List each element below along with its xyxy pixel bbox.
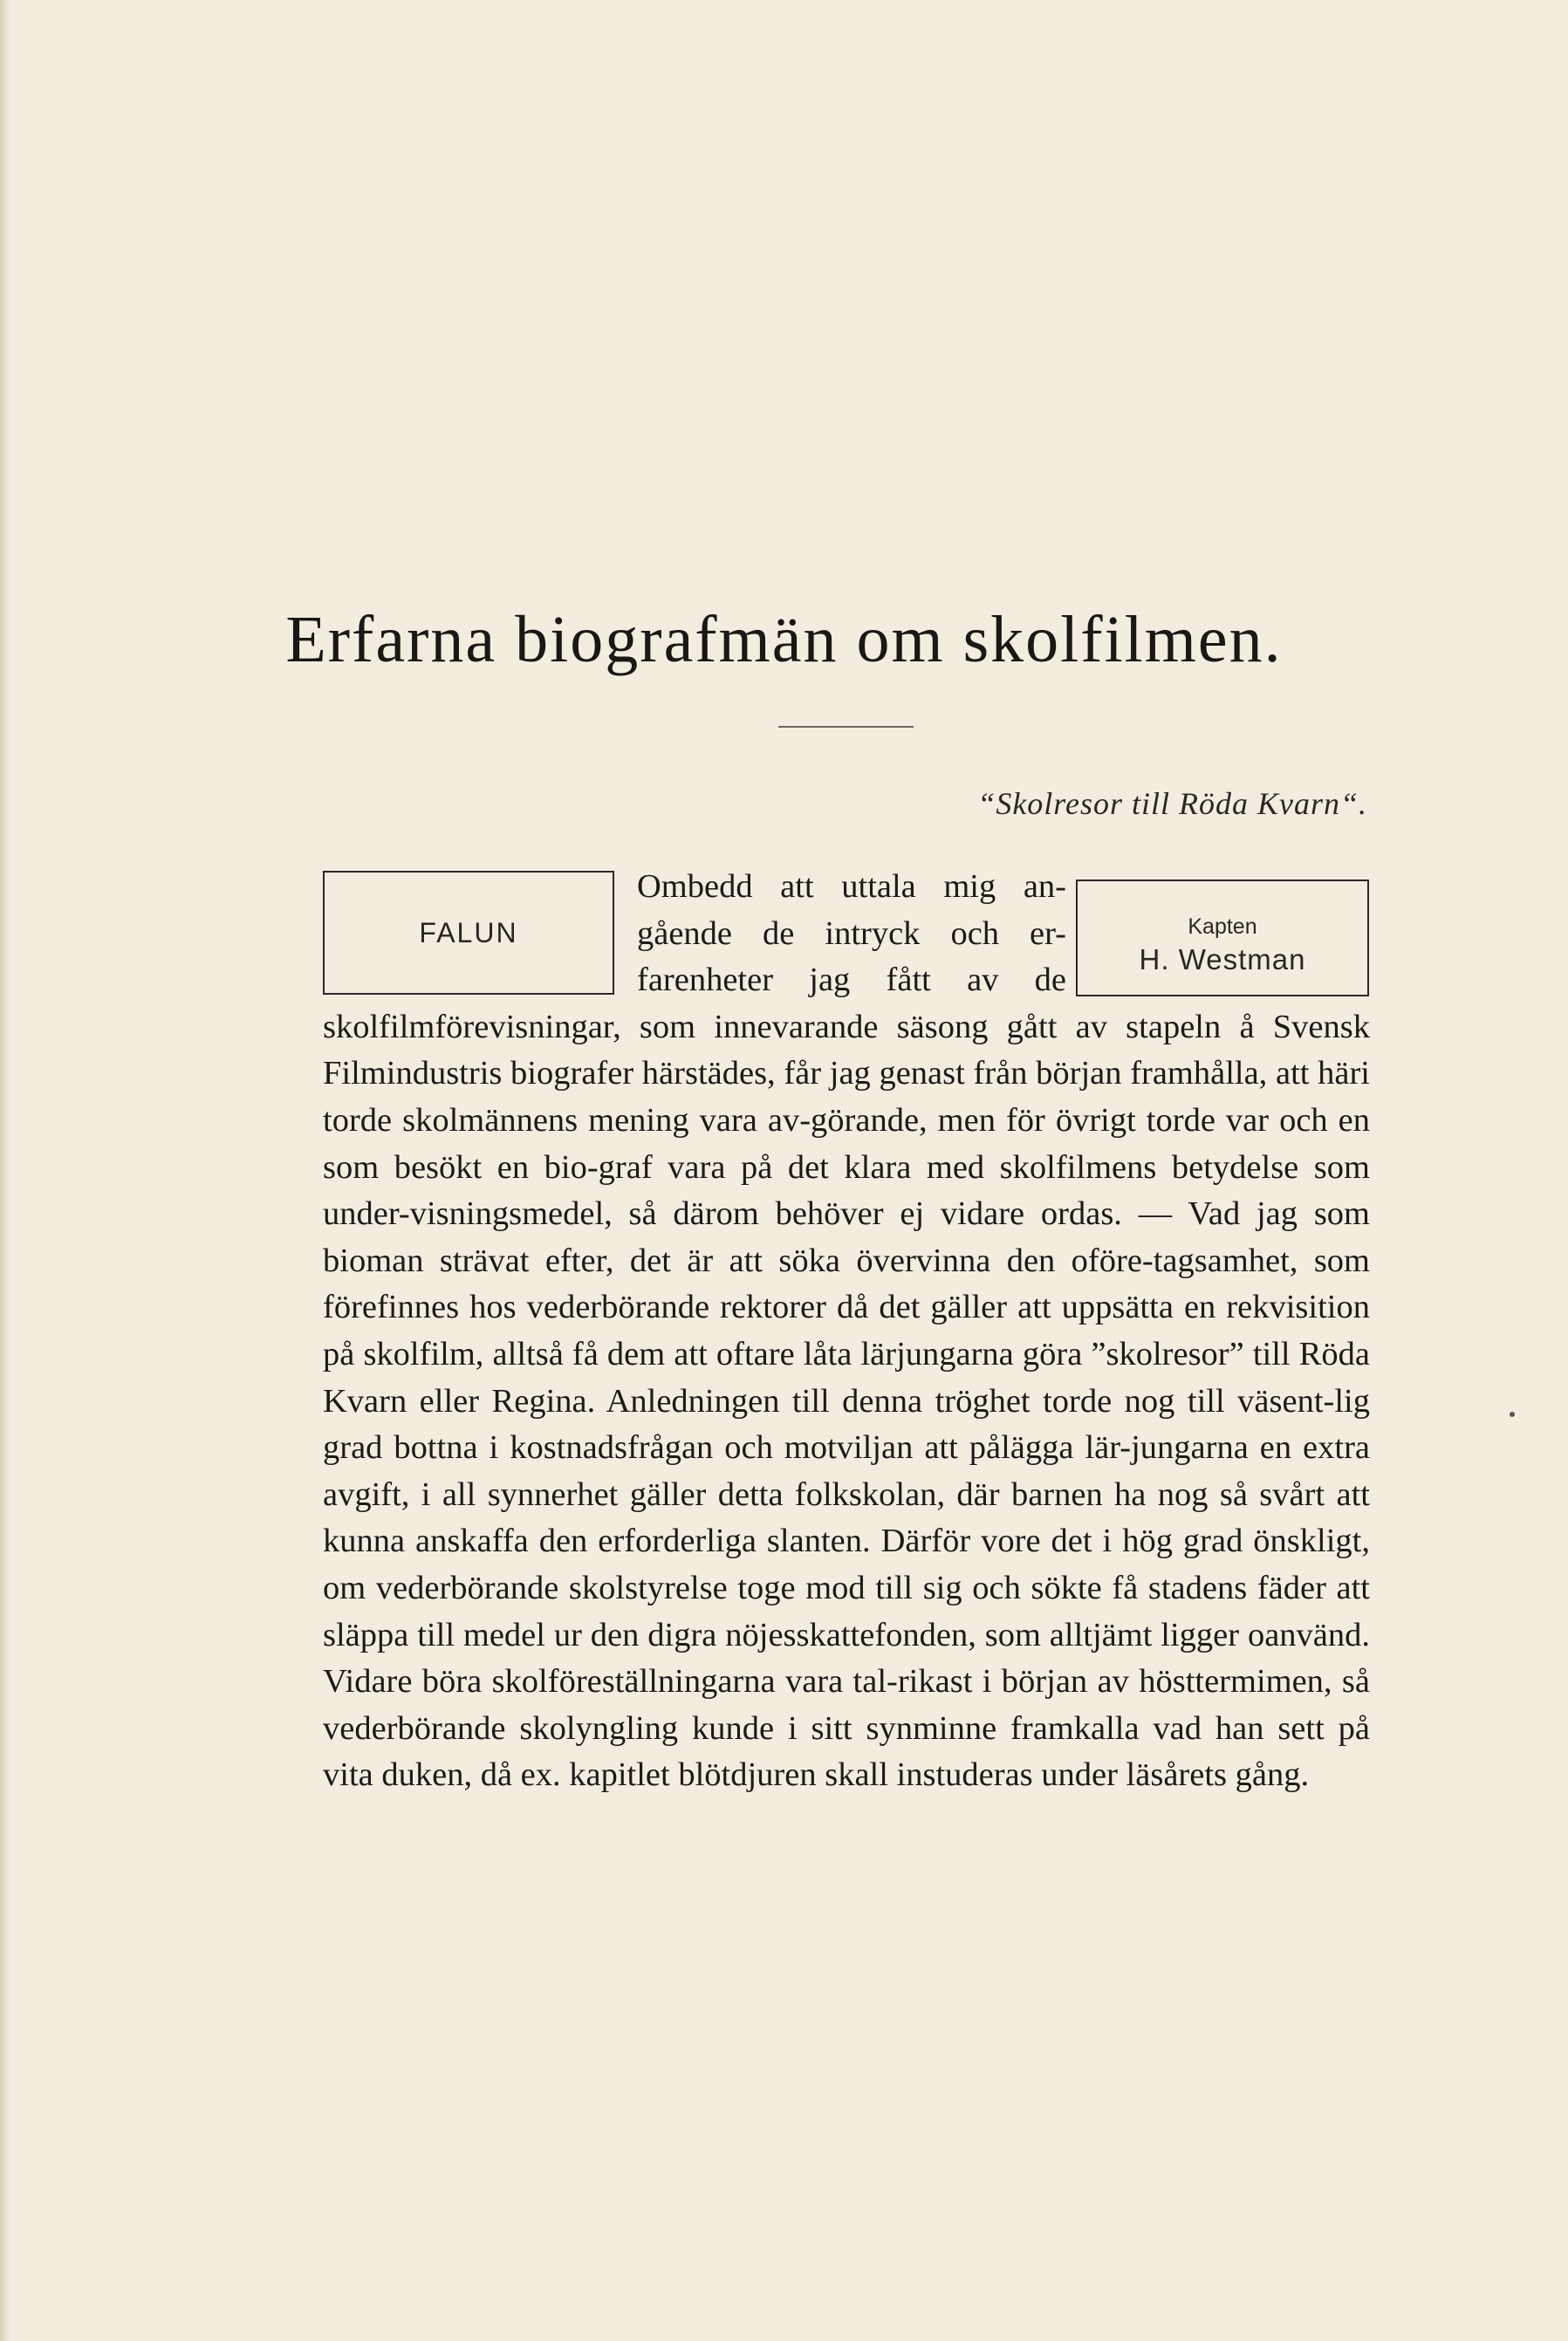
left-box-spacer (323, 864, 637, 999)
title-divider (778, 726, 914, 728)
author-rank: Kapten (1188, 914, 1257, 939)
article-body-text: Ombedd att uttala mig an-gående de intryck och er-farenheter jag fått av de skolfilmförevisningar, som innevarande säsong gått av stapeln å Svensk Filmindustris biografer härstädes, får jag genast från början framhålla, att häri torde skolmännens mening vara av-görande, men för övrigt torde var och en som besökt en bio-graf vara på det klara med skolfilmens betydelse som under-visningsmedel, så därom behöver ej vidare ordas. — Vad jag som bioman strävat efter, det är att söka övervinna den oföre-tagsamhet, som förefinnes hos vederbörande rektorer då det gäller att uppsätta en rekvisition på skolfilm, alltså få dem att oftare låta lärjungarna göra ”skolresor” till Röda Kvarn eller Regina. Anledningen till denna tröghet torde nog till väsent-lig grad bottna i kostnadsfrågan och motviljan att pålägga lär-jungarna en extra avgift, i all synnerhet gäller detta folkskolan, där barnen ha nog så svårt att kunna anskaffa den erforderliga slanten. Därför vore det i hög grad önskligt, om vederbörande skolstyrelse toge mod till sig och sökte få stadens fäder att släppa till medel ur den digra nöjesskattefonden, som alltjämt ligger oanvänd. Vidare böra skolföreställningarna vara tal-rikast i början av hösttermimen, så vederbörande skolyngling kunde i sitt synminne framkalla vad han sett på vita duken, då ex. kapitlet blötdjuren skall instuderas under läsårets gång. (323, 868, 1370, 1794)
article-subtitle: “Skolresor till Röda Kvarn“. (977, 786, 1367, 821)
author-name: H. Westman (1139, 943, 1306, 975)
location-label: FALUN (419, 917, 518, 948)
right-box-spacer (1066, 864, 1370, 999)
page-edge (0, 0, 9, 2341)
margin-mark (1510, 1412, 1515, 1417)
article-title: Erfarna biografmän om skolfilmen. (285, 603, 1283, 676)
article-body (323, 864, 1370, 1799)
